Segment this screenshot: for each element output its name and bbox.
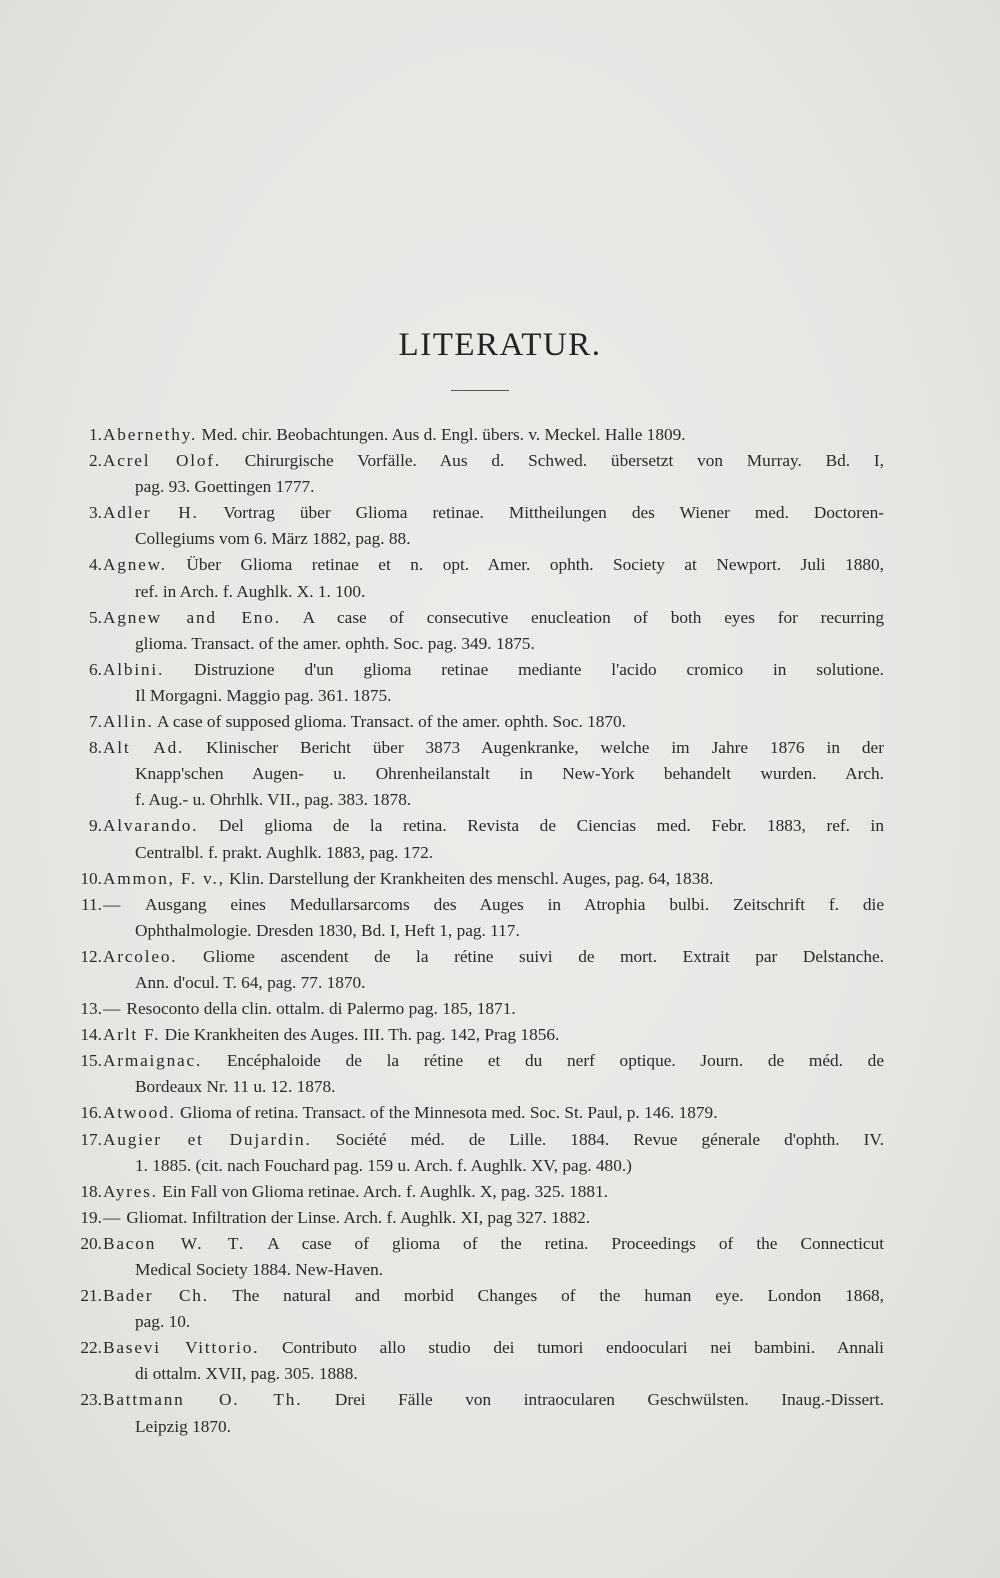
reference-body [102, 1335, 884, 1387]
reference-item [72, 552, 884, 604]
reference-text: Drei Fälle von intraocularen Geschwülsten. Inaug.-Dissert. [334, 1390, 884, 1410]
reference-number: 18. [80, 1181, 102, 1201]
reference-body [102, 813, 884, 865]
reference-author: Ayres. [103, 1181, 158, 1201]
reference-author: — [103, 999, 123, 1019]
reference-author: Arcoleo. [103, 946, 178, 966]
reference-author: Acrel Olof. [103, 451, 221, 471]
reference-body [102, 1127, 884, 1179]
reference-text: Glioma of retina. Transact. of the Minnesota med. Soc. St. Paul, p. 146. 1879. [179, 1103, 718, 1123]
reference-author: Agnew. [103, 555, 167, 575]
reference-author: Alvarando. [103, 816, 199, 836]
page-title: LITERATUR. [398, 327, 602, 363]
reference-line [103, 1074, 884, 1100]
reference-text: Resoconto della clin. ottalm. di Palermo pag. 185, 1871. [126, 999, 516, 1019]
reference-item [72, 1179, 884, 1205]
reference-text: Ophthalmologie. Dresden 1830, Bd. I, Heft 1, pag. 117. [135, 920, 520, 940]
reference-body [102, 1100, 884, 1126]
reference-line [103, 996, 884, 1022]
reference-number: 7. [89, 712, 102, 732]
reference-item [72, 500, 884, 552]
title-divider [451, 390, 509, 391]
reference-number: 4. [89, 555, 102, 575]
reference-line [103, 631, 884, 657]
reference-number: 6. [89, 659, 102, 679]
reference-item [72, 1387, 884, 1439]
reference-line [103, 605, 884, 631]
reference-author: Ammon, F. v., [103, 868, 225, 888]
reference-line [103, 944, 884, 970]
reference-item [72, 1205, 884, 1231]
reference-line [103, 474, 884, 500]
reference-body [102, 1179, 884, 1205]
reference-number: 3. [89, 503, 102, 523]
reference-author: — [103, 894, 123, 914]
reference-body [102, 448, 884, 500]
reference-text: pag. 93. Goettingen 1777. [135, 477, 315, 497]
reference-body [102, 866, 884, 892]
reference-number: 21. [80, 1286, 102, 1306]
reference-item [72, 448, 884, 500]
reference-text: A case of supposed glioma. Transact. of the amer. ophth. Soc. 1870. [157, 712, 626, 732]
reference-number: 20. [80, 1233, 102, 1253]
reference-body [102, 944, 884, 996]
reference-body [102, 1048, 884, 1100]
reference-text: Chirurgische Vorfälle. Aus d. Schwed. übersetzt von Murray. Bd. I, [244, 451, 884, 471]
reference-body [102, 552, 884, 604]
reference-text: Ann. d'ocul. T. 64, pag. 77. 1870. [135, 972, 366, 992]
reference-line [103, 1387, 884, 1413]
reference-author: Bacon W. T. [103, 1233, 246, 1253]
reference-author: Adler H. [103, 503, 199, 523]
reference-line [103, 1153, 884, 1179]
reference-author: Armaignac. [103, 1051, 203, 1071]
reference-line [103, 970, 884, 996]
reference-line [103, 1335, 884, 1361]
reference-author: Atwood. [103, 1103, 176, 1123]
reference-item [72, 944, 884, 996]
reference-text: Société méd. de Lille. 1884. Revue génerale d'ophth. IV. [335, 1129, 884, 1149]
reference-text: Über Glioma retinae et n. opt. Amer. ophth. Society at Newport. Juli 1880, [186, 555, 884, 575]
reference-body [102, 1387, 884, 1439]
reference-item [72, 709, 884, 735]
reference-text: Klinischer Bericht über 3873 Augenkranke, welche im Jahre 1876 in der [206, 738, 884, 758]
reference-line [103, 840, 884, 866]
reference-line [103, 1309, 884, 1335]
reference-item [72, 1335, 884, 1387]
reference-line [103, 735, 884, 761]
reference-number: 5. [89, 607, 102, 627]
reference-line [103, 1231, 884, 1257]
reference-line [103, 448, 884, 474]
reference-line [103, 1179, 884, 1205]
reference-line [103, 1127, 884, 1153]
reference-number: 8. [89, 738, 102, 758]
reference-author: Bader Ch. [103, 1286, 209, 1306]
reference-text: Contributo allo studio dei tumori endooculari nei bambini. Annali [282, 1338, 884, 1358]
reference-text: f. Aug.- u. Ohrhlk. VII., pag. 383. 1878. [135, 790, 412, 810]
reference-author: Albini. [103, 659, 165, 679]
reference-text: The natural and morbid Changes of the human eye. London 1868, [232, 1286, 884, 1306]
reference-text: Med. chir. Beobachtungen. Aus d. Engl. übers. v. Meckel. Halle 1809. [201, 425, 686, 444]
reference-number: 11. [81, 894, 102, 914]
reference-item [72, 422, 884, 448]
reference-body [102, 657, 884, 709]
reference-text: Ausgang eines Medullarsarcoms des Auges in Atrophia bulbi. Zeitschrift f. die [145, 894, 884, 914]
reference-text: Centralbl. f. prakt. Aughlk. 1883, pag. 172. [135, 842, 434, 862]
reference-line [103, 552, 884, 578]
reference-line [103, 1257, 884, 1283]
reference-body [102, 500, 884, 552]
reference-line [103, 657, 884, 683]
reference-line [103, 526, 884, 552]
reference-number: 15. [80, 1051, 102, 1071]
reference-body [102, 422, 884, 448]
reference-line [103, 918, 884, 944]
reference-list [72, 422, 884, 1440]
reference-line [103, 709, 884, 735]
reference-author: Augier et Dujardin. [103, 1129, 312, 1149]
reference-number: 17. [80, 1129, 102, 1149]
reference-body [102, 1022, 884, 1048]
reference-body [102, 735, 884, 813]
reference-body [102, 1231, 884, 1283]
reference-line [103, 1283, 884, 1309]
reference-author: Arlt F. [103, 1025, 161, 1045]
reference-line [103, 892, 884, 918]
reference-text: Klin. Darstellung der Krankheiten des menschl. Auges, pag. 64, 1838. [229, 868, 714, 888]
reference-text: Die Krankheiten des Auges. III. Th. pag. 142, Prag 1856. [164, 1025, 560, 1045]
reference-number: 9. [89, 816, 102, 836]
reference-text: Knapp'schen Augen- u. Ohrenheilanstalt in New-York behandelt wurden. Arch. [135, 764, 884, 784]
reference-line [103, 1205, 884, 1231]
reference-number: 16. [80, 1103, 102, 1123]
reference-text: Medical Society 1884. New-Haven. [135, 1260, 384, 1279]
reference-number: 22. [80, 1338, 102, 1358]
reference-text: 1. 1885. (cit. nach Fouchard pag. 159 u. Arch. f. Aughlk. XV, pag. 480.) [135, 1155, 632, 1175]
reference-text: Gliome ascendent de la rétine suivi de mort. Extrait par Delstanche. [202, 946, 884, 966]
reference-author: Allin. [103, 712, 154, 732]
reference-author: Agnew and Eno. [103, 607, 281, 627]
reference-item [72, 813, 884, 865]
reference-line [103, 813, 884, 839]
reference-text: Ein Fall von Glioma retinae. Arch. f. Aughlk. X, pag. 325. 1881. [162, 1181, 609, 1201]
reference-author: Alt Ad. [103, 738, 185, 758]
reference-body [102, 892, 884, 944]
reference-text: Vortrag über Glioma retinae. Mittheilungen des Wiener med. Doctoren- [223, 503, 884, 523]
reference-line [103, 866, 884, 892]
reference-text: Del glioma de la retina. Revista de Ciencias med. Febr. 1883, ref. in [218, 816, 885, 836]
reference-number: 23. [80, 1390, 102, 1410]
reference-body [102, 996, 884, 1022]
reference-number: 2. [89, 451, 102, 471]
reference-body [102, 1283, 884, 1335]
reference-number: 1. [89, 425, 102, 444]
reference-line [103, 1100, 884, 1126]
reference-item [72, 1283, 884, 1335]
reference-number: 12. [80, 946, 102, 966]
reference-line [103, 500, 884, 526]
reference-line [103, 1022, 884, 1048]
reference-body [102, 709, 884, 735]
reference-text: Il Morgagni. Maggio pag. 361. 1875. [135, 685, 392, 705]
reference-line [103, 1414, 884, 1440]
reference-text: di ottalm. XVII, pag. 305. 1888. [135, 1364, 358, 1384]
reference-author: — [103, 1207, 123, 1227]
reference-line [103, 1048, 884, 1074]
reference-text: A case of glioma of the retina. Proceedings of the Connecticut [267, 1233, 885, 1253]
reference-text: glioma. Transact. of the amer. ophth. Soc. pag. 349. 1875. [135, 633, 535, 653]
reference-item [72, 996, 884, 1022]
reference-item [72, 866, 884, 892]
reference-text: Distruzione d'un glioma retinae mediante l'acido cromico in solutione. [193, 659, 884, 679]
reference-body [102, 1205, 884, 1231]
reference-number: 10. [80, 868, 102, 888]
reference-text: A case of consecutive enucleation of both eyes for recurring [302, 607, 884, 627]
reference-line [103, 683, 884, 709]
reference-text: Encéphaloide de la rétine et du nerf optique. Journ. de méd. de [226, 1051, 884, 1071]
reference-body [102, 605, 884, 657]
reference-item [72, 605, 884, 657]
reference-item [72, 1231, 884, 1283]
reference-number: 14. [80, 1025, 102, 1045]
reference-author: Battmann O. Th. [103, 1390, 303, 1410]
reference-item [72, 1022, 884, 1048]
reference-number: 19. [80, 1207, 102, 1227]
reference-line [103, 761, 884, 787]
reference-line [103, 787, 884, 813]
reference-text: ref. in Arch. f. Aughlk. X. 1. 100. [135, 581, 366, 601]
reference-line [103, 579, 884, 605]
reference-text: Bordeaux Nr. 11 u. 12. 1878. [135, 1077, 336, 1097]
reference-text: Collegiums vom 6. März 1882, pag. 88. [135, 529, 411, 549]
reference-item [72, 735, 884, 813]
reference-item [72, 657, 884, 709]
reference-number: 13. [80, 999, 102, 1019]
reference-text: Gliomat. Infiltration der Linse. Arch. f. Aughlk. XI, pag 327. 1882. [126, 1207, 591, 1227]
reference-line [103, 1361, 884, 1387]
reference-item [72, 1048, 884, 1100]
reference-author: Abernethy. [103, 425, 198, 444]
reference-item [72, 1100, 884, 1126]
reference-author: Basevi Vittorio. [103, 1338, 260, 1358]
reference-line [103, 422, 884, 448]
reference-text: pag. 10. [135, 1312, 191, 1332]
reference-text: Leipzig 1870. [135, 1416, 231, 1436]
reference-item [72, 1127, 884, 1179]
reference-item [72, 892, 884, 944]
